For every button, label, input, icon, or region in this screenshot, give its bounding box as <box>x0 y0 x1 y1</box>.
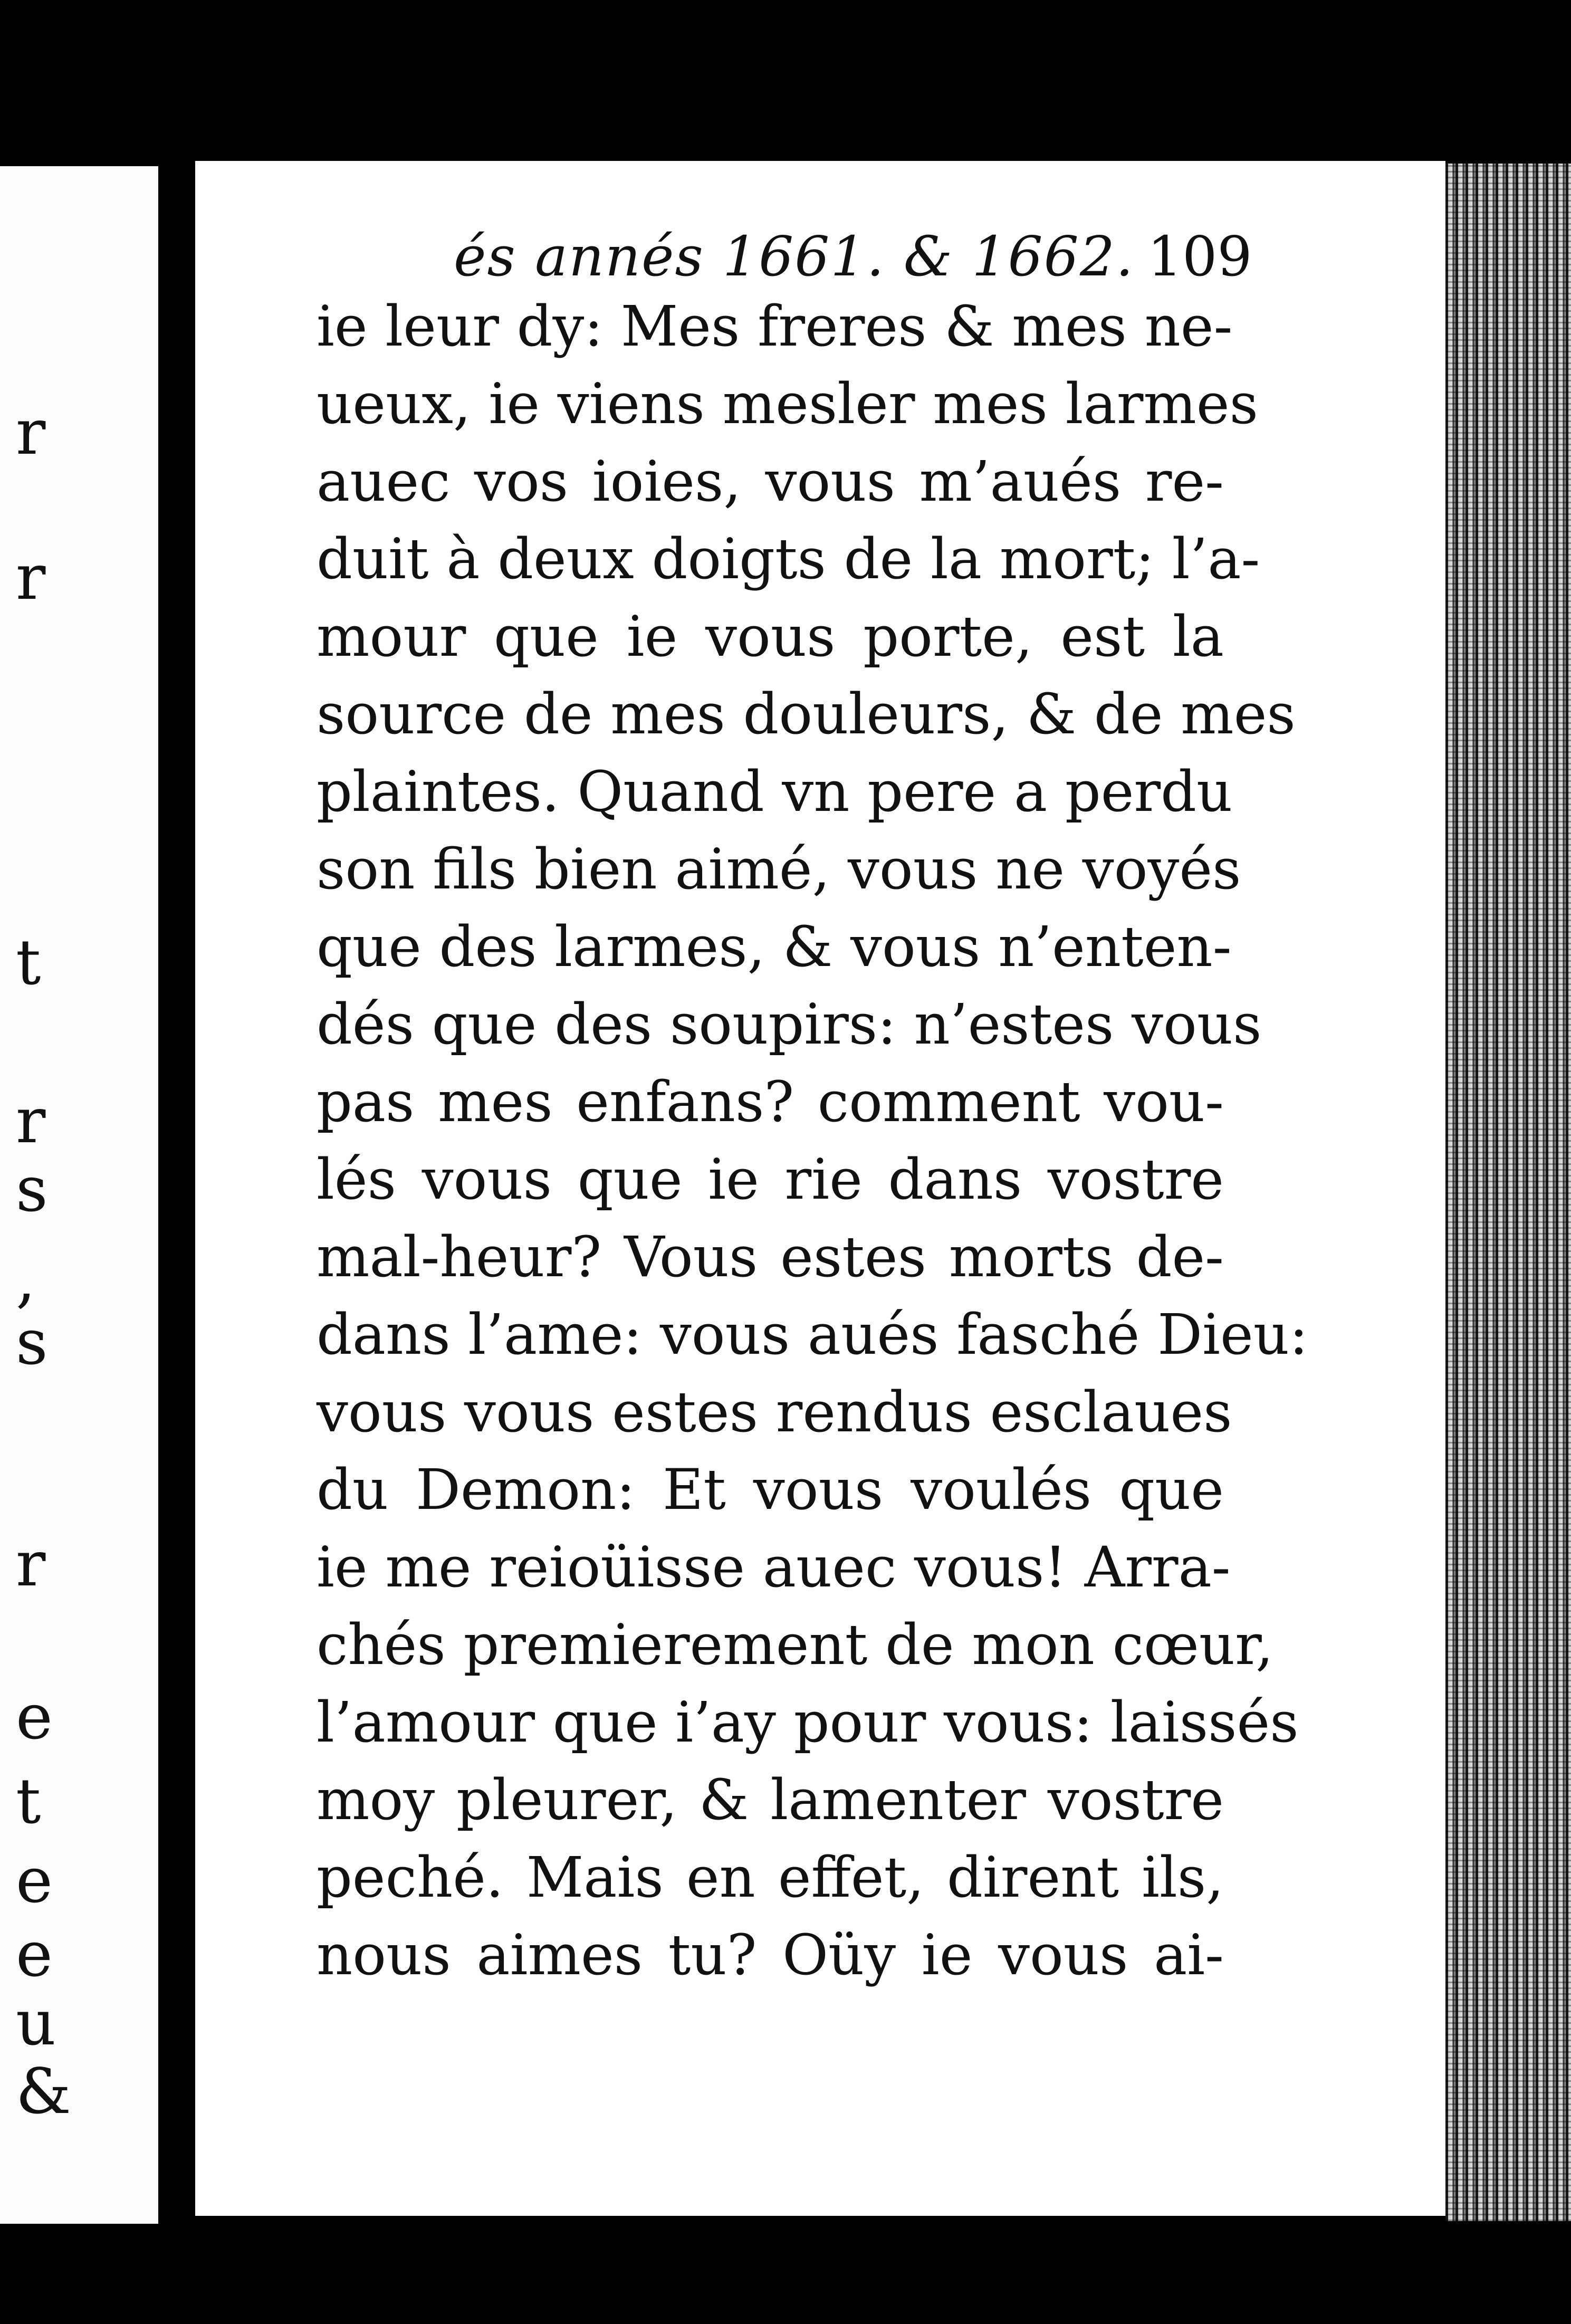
left-page-edge <box>0 166 158 2224</box>
text-line: pas mes enfans? comment vou- <box>317 1069 1224 1134</box>
text-line: mal-heur? Vous estes morts de- <box>317 1225 1224 1289</box>
left-page-fragment: u <box>16 1986 56 2059</box>
text-line: ie me reioüisse auec vous! Arra- <box>317 1535 1231 1600</box>
left-page-fragment: r <box>16 396 46 468</box>
left-page-fragment: r <box>16 1527 46 1600</box>
text-line: nous aimes tu? Oüy ie vous ai- <box>317 1923 1224 1987</box>
left-page-fragment: r <box>16 541 46 614</box>
text-line: l’amour que i’ay pour vous: laissés <box>317 1690 1299 1755</box>
text-line: moy pleurer, & lamenter vostre <box>317 1767 1224 1832</box>
left-page-fragment: e <box>16 1918 53 1991</box>
text-line: duit à deux doigts de la mort; l’a- <box>317 527 1260 591</box>
body-text <box>317 288 1308 1994</box>
text-line: peché. Mais en effet, dirent ils, <box>317 1845 1224 1910</box>
text-line: son fils bien aimé, vous ne voyés <box>317 837 1241 902</box>
text-line: mour que ie vous porte, est la <box>317 604 1224 669</box>
left-page-fragment: s <box>16 1306 48 1379</box>
text-line: plaintes. Quand vn pere a perdu <box>317 759 1233 824</box>
left-page-fragment: s <box>16 1153 48 1226</box>
left-page-fragment: e <box>16 1680 53 1753</box>
running-head: és annés 1661. & 1662. <box>454 224 1135 289</box>
text-line: vous vous estes rendus esclaues <box>317 1380 1232 1445</box>
text-line: dans l’ame: vous aués fasché Dieu: <box>317 1302 1308 1367</box>
right-page-gutter <box>1445 164 1571 2221</box>
left-page-fragment: t <box>16 1765 41 1838</box>
text-line: que des larmes, & vous n’enten- <box>317 914 1232 979</box>
left-page-fragment: t <box>16 926 41 999</box>
left-page-fragment: & <box>16 2055 72 2128</box>
left-page-fragment: e <box>16 1844 53 1917</box>
left-page-fragment: r <box>16 1084 46 1157</box>
text-line: dés que des soupirs: n’estes vous <box>317 992 1262 1057</box>
text-line: chés premierement de mon cœur, <box>317 1612 1273 1677</box>
text-line: ueux, ie viens mesler mes larmes <box>317 371 1259 436</box>
page-number: 109 <box>1147 224 1252 289</box>
text-line: du Demon: Et vous voulés que <box>317 1457 1224 1522</box>
text-line: source de mes douleurs, & de mes <box>317 682 1296 747</box>
left-page-fragment: , <box>16 1242 36 1315</box>
text-line: auec vos ioies, vous m’aués re- <box>317 449 1224 514</box>
text-line: lés vous que ie rie dans vostre <box>317 1147 1224 1212</box>
text-line: ie leur dy: Mes freres & mes ne- <box>317 294 1233 359</box>
